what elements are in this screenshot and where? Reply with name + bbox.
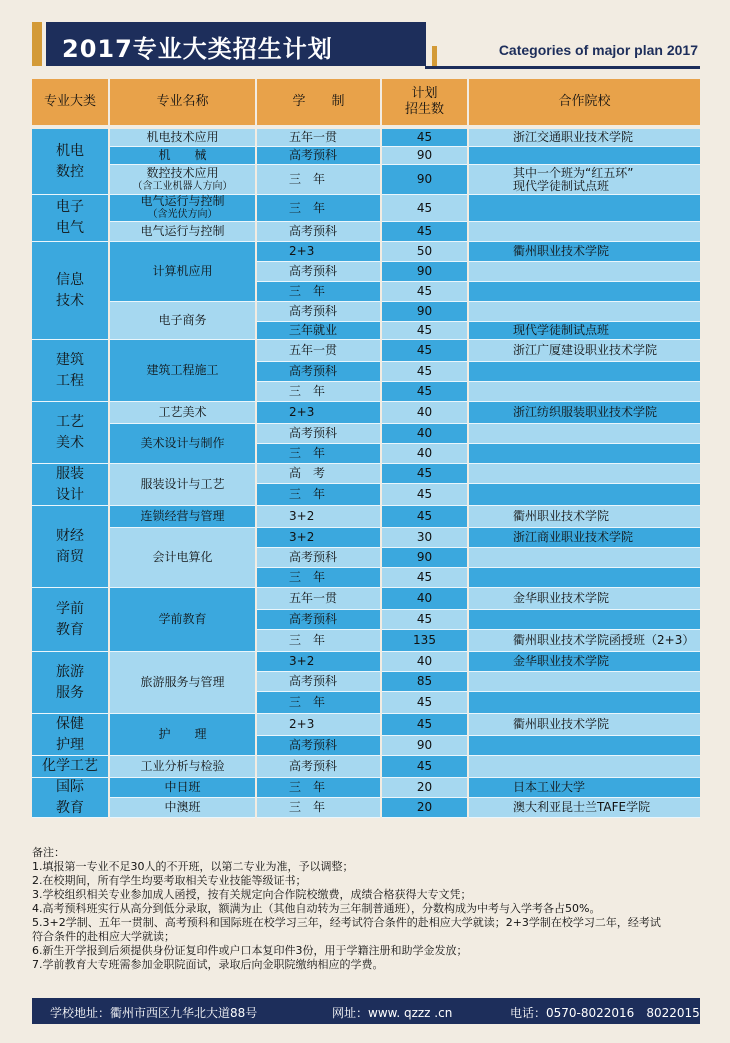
page-title: 2017专业大类招生计划: [62, 35, 333, 63]
count-text: 135: [413, 633, 436, 647]
major-cell: [110, 778, 255, 798]
system-text: 三 年: [289, 384, 326, 398]
major-name: 计算机应用: [152, 264, 213, 278]
footer-bar: [32, 998, 700, 1024]
partner-text: 衢州职业技术学院: [513, 717, 610, 731]
system-text: 高考预科: [289, 224, 338, 238]
partner-cell: [469, 444, 700, 464]
note-line: 符合条件的赴相应大学就读；: [32, 930, 175, 943]
partner-cell: [469, 548, 700, 568]
major-name: 服装设计与工艺: [140, 477, 225, 491]
major-cell: [110, 652, 255, 714]
major-cell: [110, 165, 255, 195]
system-cell: [257, 302, 380, 322]
note-line: 2.在校期间，所有学生均要考取相关专业技能等级证书；: [32, 874, 307, 887]
count-cell: [382, 322, 467, 340]
category-cell: 学前 教育: [32, 588, 108, 652]
footer-phone: 电话：0570-8022016 8022015: [510, 1006, 700, 1020]
partner-cell: [469, 165, 700, 195]
system-cell: [257, 692, 380, 714]
header-rule: [425, 66, 700, 69]
header-count: 计划 招生数: [382, 79, 467, 125]
partner-cell: [469, 568, 700, 588]
count-text: 45: [416, 612, 433, 626]
system-cell: [257, 222, 380, 242]
major-cell: [110, 195, 255, 222]
system-cell: [257, 282, 380, 302]
system-text: 高考预科: [289, 759, 338, 773]
major-cell: [110, 129, 255, 147]
partner-text: 澳大利亚昆士兰TAFE学院: [513, 800, 651, 814]
system-cell: [257, 548, 380, 568]
partner-cell: [469, 528, 700, 548]
count-text: 50: [416, 244, 433, 258]
count-cell: [382, 714, 467, 736]
system-text: 2+3: [289, 717, 315, 731]
major-cell: [110, 424, 255, 464]
count-text: 90: [416, 550, 433, 564]
partner-cell: [469, 147, 700, 165]
system-text: 高考预科: [289, 364, 338, 378]
major-name: 电气运行与控制: [140, 224, 225, 238]
major-name: 数控技术应用: [146, 165, 219, 180]
partner-cell: [469, 588, 700, 610]
partner-cell: [469, 672, 700, 692]
major-cell: [110, 302, 255, 340]
count-cell: [382, 222, 467, 242]
count-text: 20: [416, 780, 433, 794]
major-cell: [110, 464, 255, 506]
count-cell: [382, 610, 467, 630]
count-text: 45: [416, 224, 433, 238]
partner-cell: [469, 222, 700, 242]
system-text: 三 年: [289, 633, 326, 647]
system-cell: [257, 129, 380, 147]
system-text: 三 年: [289, 172, 326, 186]
count-cell: [382, 630, 467, 652]
count-text: 90: [416, 264, 433, 278]
system-cell: [257, 165, 380, 195]
partner-cell: [469, 736, 700, 756]
count-text: 45: [416, 487, 433, 501]
system-cell: [257, 464, 380, 484]
partner-text: 衢州职业技术学院: [513, 244, 610, 258]
partner-cell: [469, 714, 700, 736]
partner-cell: [469, 756, 700, 778]
system-text: 2+3: [289, 405, 315, 419]
major-cell: [110, 222, 255, 242]
count-text: 45: [416, 759, 433, 773]
system-cell: [257, 778, 380, 798]
major-note: （含工业机器人方向）: [132, 180, 233, 192]
system-text: 高考预科: [289, 550, 338, 564]
system-cell: [257, 568, 380, 588]
partner-cell: [469, 652, 700, 672]
system-cell: [257, 630, 380, 652]
category-cell: 工艺 美术: [32, 402, 108, 464]
count-text: 90: [416, 304, 433, 318]
count-cell: [382, 302, 467, 322]
system-text: 高考预科: [289, 264, 338, 278]
count-cell: [382, 195, 467, 222]
footer-address: 学校地址：衢州市西区九华北大道88号: [50, 1006, 258, 1020]
system-cell: [257, 798, 380, 818]
major-cell: [110, 506, 255, 528]
count-text: 45: [416, 323, 433, 337]
system-cell: [257, 147, 380, 165]
major-cell: [110, 714, 255, 756]
partner-cell: [469, 692, 700, 714]
partner-cell: [469, 464, 700, 484]
count-cell: [382, 382, 467, 402]
system-cell: [257, 506, 380, 528]
notes-title: 备注：: [32, 846, 65, 859]
system-text: 3+2: [289, 654, 315, 668]
major-cell: [110, 242, 255, 302]
system-cell: [257, 262, 380, 282]
banner-accent-cap: [432, 46, 437, 66]
partner-text: 衢州职业技术学院: [513, 509, 610, 523]
partner-text: 金华职业技术学院: [513, 591, 610, 605]
count-cell: [382, 402, 467, 424]
notes-section: [32, 846, 712, 972]
system-cell: [257, 714, 380, 736]
system-text: 高考预科: [289, 738, 338, 752]
major-note: （含光伏方向）: [147, 209, 218, 220]
count-cell: [382, 147, 467, 165]
system-cell: [257, 362, 380, 382]
count-cell: [382, 736, 467, 756]
count-cell: [382, 506, 467, 528]
partner-cell: [469, 424, 700, 444]
major-name: 机电技术应用: [146, 130, 219, 144]
count-text: 40: [416, 426, 433, 440]
count-cell: [382, 282, 467, 302]
partner-text: 现代学徒制试点班: [513, 323, 610, 337]
count-text: 45: [416, 284, 433, 298]
system-text: 三 年: [289, 800, 326, 814]
partner-cell: [469, 778, 700, 798]
major-cell: [110, 340, 255, 402]
count-text: 45: [416, 130, 433, 144]
major-cell: [110, 756, 255, 778]
major-name: 会计电算化: [152, 550, 213, 564]
system-cell: [257, 444, 380, 464]
category-cell: 财经 商贸: [32, 506, 108, 588]
count-cell: [382, 692, 467, 714]
count-text: 30: [416, 530, 433, 544]
partner-cell: [469, 362, 700, 382]
count-text: 45: [416, 509, 433, 523]
count-text: 45: [416, 343, 433, 357]
system-text: 高考预科: [289, 426, 338, 440]
count-text: 40: [416, 405, 433, 419]
system-cell: [257, 340, 380, 362]
major-name: 工艺美术: [158, 405, 207, 419]
category-cell: 服装 设计: [32, 464, 108, 506]
count-text: 45: [416, 570, 433, 584]
system-text: 三 年: [289, 780, 326, 794]
system-text: 三 年: [289, 487, 326, 501]
system-cell: [257, 242, 380, 262]
system-text: 2+3: [289, 244, 315, 258]
major-name: 电子商务: [158, 313, 207, 327]
count-text: 90: [416, 148, 433, 162]
system-cell: [257, 736, 380, 756]
major-cell: [110, 402, 255, 424]
count-text: 45: [416, 695, 433, 709]
system-cell: [257, 528, 380, 548]
system-cell: [257, 484, 380, 506]
note-line: 3.学校组织相关专业参加成人函授，按有关规定向合作院校缴费，成绩合格获得大专文凭；: [32, 888, 472, 901]
partner-cell: [469, 282, 700, 302]
major-cell: [110, 147, 255, 165]
count-cell: [382, 340, 467, 362]
category-cell: 保健 护理: [32, 714, 108, 756]
count-text: 90: [416, 738, 433, 752]
system-cell: [257, 588, 380, 610]
category-cell: 电子 电气: [32, 195, 108, 242]
system-text: 五年一贯: [289, 591, 338, 605]
partner-cell: [469, 630, 700, 652]
major-name: 学前教育: [158, 612, 207, 626]
count-cell: [382, 484, 467, 506]
system-text: 三 年: [289, 284, 326, 298]
partner-cell: [469, 798, 700, 818]
major-name: 中澳班: [164, 800, 201, 814]
category-cell: 信息 技术: [32, 242, 108, 340]
count-text: 40: [416, 446, 433, 460]
note-line: 7.学前教育大专班需参加金职院面试，录取后向金职院缴纳相应的学费。: [32, 958, 384, 971]
note-line: 5.3+2学制、五年一贯制、高考预科和国际班在校学习三年，经考试符合条件的赴相应大学就读；2+3学制在校学习二年，经考试: [32, 916, 661, 929]
partner-cell: [469, 340, 700, 362]
major-cell: [110, 798, 255, 818]
count-text: 45: [416, 717, 433, 731]
system-cell: [257, 672, 380, 692]
count-cell: [382, 165, 467, 195]
partner-text: 金华职业技术学院: [513, 654, 610, 668]
count-cell: [382, 528, 467, 548]
category-cell: 机电 数控: [32, 129, 108, 195]
major-name: 工业分析与检验: [140, 759, 225, 773]
banner-accent-bar: [32, 22, 42, 66]
system-text: 高考预科: [289, 304, 338, 318]
count-cell: [382, 652, 467, 672]
count-text: 45: [416, 466, 433, 480]
count-text: 45: [416, 364, 433, 378]
partner-text: 日本工业大学: [513, 780, 586, 794]
partner-text: 浙江纺织服装职业技术学院: [513, 405, 658, 419]
partner-text: 浙江商业职业技术学院: [513, 530, 634, 544]
count-cell: [382, 568, 467, 588]
system-text: 三 年: [289, 446, 326, 460]
title-banner: [32, 22, 427, 66]
category-cell: 旅游 服务: [32, 652, 108, 714]
major-name: 中日班: [164, 780, 201, 794]
system-cell: [257, 195, 380, 222]
major-name: 旅游服务与管理: [140, 675, 225, 689]
note-line: 6.新生开学报到后须提供身份证复印件或户口本复印件3份，用于学籍注册和助学金发放；: [32, 944, 468, 957]
major-name: 电气运行与控制: [140, 194, 225, 208]
system-cell: [257, 402, 380, 424]
system-cell: [257, 610, 380, 630]
count-text: 85: [416, 674, 433, 688]
major-name: 建筑工程施工: [146, 363, 219, 377]
partner-cell: [469, 402, 700, 424]
header-partner: 合作院校: [469, 79, 700, 125]
count-cell: [382, 242, 467, 262]
count-text: 40: [416, 654, 433, 668]
system-text: 三 年: [289, 200, 326, 215]
count-cell: [382, 362, 467, 382]
system-text: 五年一贯: [289, 343, 338, 357]
category-cell: 化学工艺: [32, 756, 108, 778]
partner-cell: [469, 129, 700, 147]
major-cell: [110, 528, 255, 588]
major-name: 护 理: [158, 727, 207, 741]
count-cell: [382, 548, 467, 568]
count-cell: [382, 262, 467, 282]
count-cell: [382, 588, 467, 610]
page-subtitle-en: Categories of major plan 2017: [498, 42, 698, 58]
system-text: 高考预科: [289, 148, 338, 162]
count-cell: [382, 424, 467, 444]
count-text: 20: [416, 800, 433, 814]
header-major: 专业名称: [110, 79, 255, 125]
header-system: 学 制: [257, 79, 380, 125]
note-line: 1.填报第一专业不足30人的不开班，以第二专业为准，予以调整；: [32, 860, 354, 873]
count-text: 40: [416, 591, 433, 605]
category-cell: 建筑 工程: [32, 340, 108, 402]
partner-cell: [469, 506, 700, 528]
partner-text: 衢州职业技术学院函授班（2+3）: [513, 633, 695, 647]
partner-cell: [469, 484, 700, 506]
partner-text: 浙江广厦建设职业技术学院: [513, 343, 658, 357]
system-text: 三 年: [289, 695, 326, 709]
system-cell: [257, 382, 380, 402]
count-cell: [382, 798, 467, 818]
header-category: 专业大类: [32, 79, 108, 125]
category-cell: 国际 教育: [32, 778, 108, 818]
system-text: 3+2: [289, 509, 315, 523]
count-cell: [382, 464, 467, 484]
system-text: 3+2: [289, 530, 315, 544]
partner-text: 其中一个班为“红五环” 现代学徒制试点班: [513, 165, 634, 193]
system-cell: [257, 322, 380, 340]
system-text: 高 考: [289, 466, 326, 480]
partner-cell: [469, 610, 700, 630]
count-cell: [382, 672, 467, 692]
count-text: 45: [416, 200, 433, 215]
system-text: 高考预科: [289, 674, 338, 688]
system-cell: [257, 424, 380, 444]
partner-cell: [469, 302, 700, 322]
partner-cell: [469, 382, 700, 402]
system-text: 三 年: [289, 570, 326, 584]
system-text: 高考预科: [289, 612, 338, 626]
count-text: 45: [416, 384, 433, 398]
system-text: 三年就业: [289, 323, 338, 337]
note-line: 4.高考预科班实行从高分到低分录取，额满为止（其他自动转为三年制普通班），分数构成为中考与入学考各占50%。: [32, 902, 601, 915]
system-cell: [257, 652, 380, 672]
partner-cell: [469, 195, 700, 222]
footer-website[interactable]: 网址：www. qzzz .cn: [332, 1006, 453, 1020]
count-cell: [382, 756, 467, 778]
partner-text: 浙江交通职业技术学院: [513, 130, 634, 144]
system-text: 五年一贯: [289, 130, 338, 144]
major-cell: [110, 588, 255, 652]
count-text: 90: [416, 172, 433, 186]
count-cell: [382, 444, 467, 464]
partner-cell: [469, 262, 700, 282]
major-name: 机 械: [158, 148, 207, 162]
count-cell: [382, 778, 467, 798]
partner-cell: [469, 322, 700, 340]
major-name: 美术设计与制作: [140, 436, 225, 450]
partner-cell: [469, 242, 700, 262]
system-cell: [257, 756, 380, 778]
count-cell: [382, 129, 467, 147]
major-name: 连锁经营与管理: [140, 509, 225, 523]
